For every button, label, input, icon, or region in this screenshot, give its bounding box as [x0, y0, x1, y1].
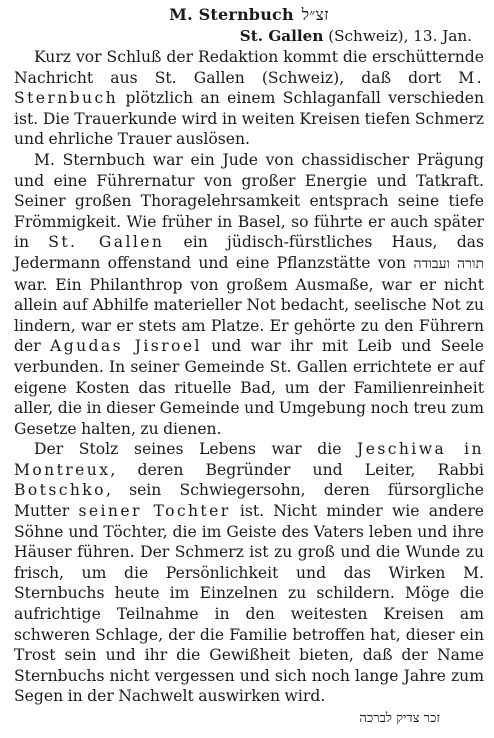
p2-hebrew-phrase: תורה ועבודה — [413, 255, 484, 272]
p1-emphasis-name: M. Sternbuch — [14, 68, 484, 108]
p1-text-b: plötzlich an einem Schlaganfall verschieden ist. Die Trauerkunde wird in weiten Kreisen tiefen Schmerz und ehrliche Trauer auslösen. — [14, 89, 484, 149]
p2-text-c: war. Ein Philanthrop von großem Ausmaße, war er nicht allein auf Abhilfe materieller Not bedacht, seelische Not zu lindern, war er stets am Platze. Er gehörte zu den Führern der — [14, 275, 484, 356]
p3-emphasis-yeshiva: Jeschiwa in Montreux — [14, 440, 484, 479]
p2-text-a: M. Sternbuch war ein Jude von chassidischer Prägung und eine Führernatur von großer Energie und Tatkraft. Seiner großen Thoragelehrsamkeit entsprach seine tiefe Frömmigkeit. Wie früher in Basel, so führte er auch später in — [14, 150, 484, 252]
p3-text-c: , sein Schwiegersohn, deren fürsorgliche Mutter — [14, 481, 484, 521]
p3-text-a: Der Stolz seines Lebens war die — [34, 440, 358, 459]
p3-emphasis-rabbi: Botschko — [14, 481, 106, 500]
p2-text-b: ein jüdisch-fürstliches Haus, das Jedermann offenstand und eine Pflanzstätte von — [14, 233, 484, 272]
dateline-place: St. Gallen — [239, 27, 324, 45]
paragraph-1 — [14, 47, 484, 150]
newspaper-clipping — [14, 4, 484, 732]
paragraph-3 — [14, 439, 484, 707]
dateline-rest: (Schweiz), 13. Jan. — [328, 27, 472, 45]
p1-text-a: Kurz vor Schluß der Redaktion kommt die erschütternde Nachricht aus St. Gallen (Schweiz), daß dort — [14, 48, 484, 87]
dateline — [14, 26, 472, 47]
article-title — [14, 4, 484, 26]
paragraph-2 — [14, 150, 484, 439]
article-title-name: M. Sternbuch — [169, 5, 294, 24]
p3-emphasis-daughter: seiner Tochter — [78, 502, 231, 521]
p3-text-d: ist. Nicht minder wie andere Söhne und Töchter, die im Geiste des Vaters leben und ihre Häuser führen. Der Schmerz ist zu groß und die Wunde zu frisch, um die Persönlichkeit und das Wirken M. Sternbuchs heute im Einzelnen zu schildern. Möge die aufrichtige Teilnahme in den weitesten Kreisen am schweren Schlage, der die Familie betroffen hat, dieser ein Trost sein und ihr die Gewißheit bieten, daß der Name Sternbuchs nicht vergessen und sich noch lange Jahre zum Segen in der Nachwelt auswirken wird. — [14, 502, 485, 706]
p2-text-d: und war ihr mit Leib und Seele verbunden. In seiner Gemeinde St. Gallen errichtete er auf eigene Kosten das rituelle Bad, um der Familienreinheit aller, die in dieser Gemeinde und Umgebung noch treu zum Gesetze halten, zu dienen. — [14, 337, 484, 438]
p2-emphasis-organization: Agudas Jisroel — [50, 337, 202, 356]
p3-text-b: , deren Begründer und Leiter, Rabbi — [110, 460, 484, 479]
closing-hebrew-blessing: זכר צדיק לברכה — [359, 711, 440, 726]
article-title-hebrew: זצ״ל — [301, 5, 329, 24]
p2-emphasis-place: St. Gallen — [48, 233, 165, 252]
